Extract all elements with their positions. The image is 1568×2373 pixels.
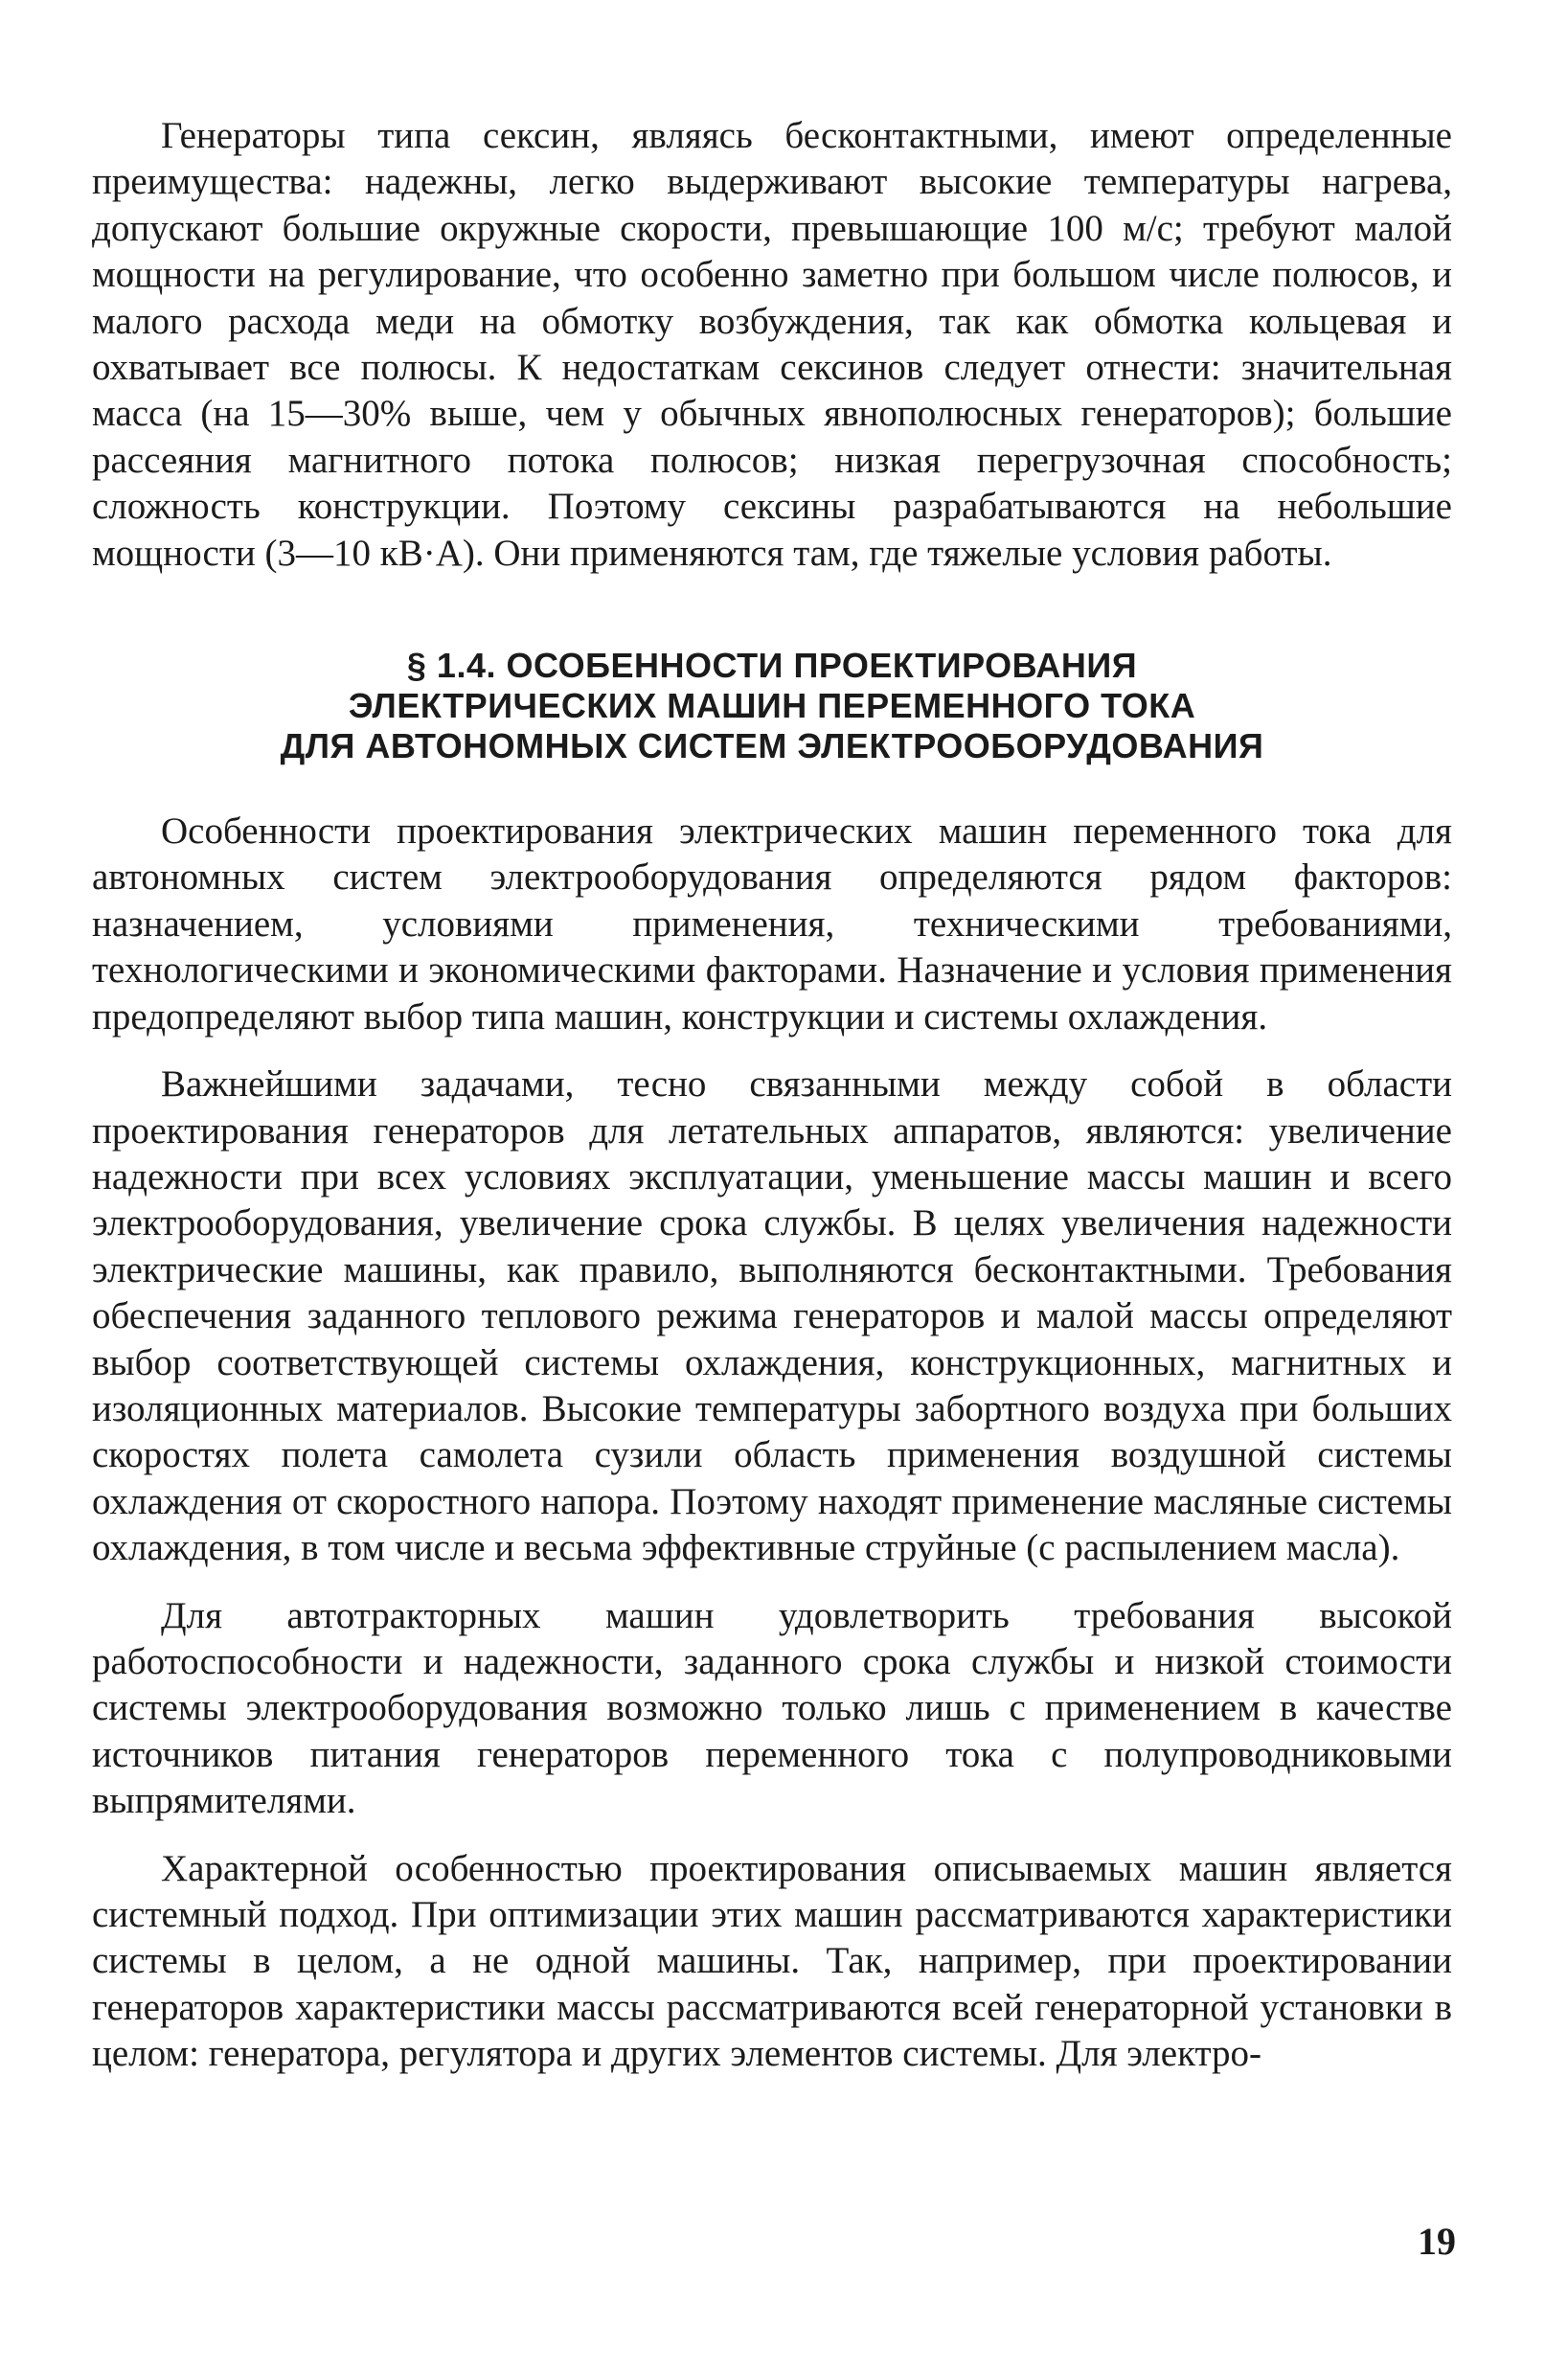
section-heading-line-2: ЭЛЕКТРИЧЕСКИХ МАШИН ПЕРЕМЕННОГО ТОКА [348, 686, 1196, 726]
page-body [92, 113, 1452, 2078]
section-heading-line-1: § 1.4. ОСОБЕННОСТИ ПРОЕКТИРОВАНИЯ [406, 646, 1138, 686]
section-heading [92, 646, 1452, 766]
paragraph-automotive-machines: Для автотракторных машин удовлетворить требования высокой работоспособности и надежности, заданного срока службы и низкой стоимости системы электрооборудования возможно только лишь с применением в качестве источников питания генераторов переменного тока с полупроводниковыми выпрямителями. [92, 1594, 1452, 1822]
section-heading-line-3: ДЛЯ АВТОНОМНЫХ СИСТЕМ ЭЛЕКТРООБОРУДОВАНИЯ [280, 726, 1264, 766]
paragraph-system-approach: Характерной особенностью проектирования описываемых машин является системный подход. При оптимизации этих машин рассматриваются характеристики системы в целом, а не одной машины. Так, например, при проектировании генераторов характеристики массы рассматриваются всей генераторной установки в целом: генератора, регулятора и других элементов системы. Для электро- [92, 1847, 1452, 2075]
paragraph-design-features: Особенности проектирования электрических машин переменного тока для автономных систем электрооборудования определяются рядом факторов: назначением, условиями применения, техническими требованиями, технологическими и экономическими факторами. Назначение и условия применения предопределяют выбор типа машин, конструкции и системы охлаждения. [92, 810, 1452, 1038]
page-number: 19 [1418, 2220, 1456, 2263]
paragraph-aircraft-tasks: Важнейшими задачами, тесно связанными между собой в области проектирования генераторов для летательных аппаратов, являются: увеличение надежности при всех условиях эксплуатации, уменьшение массы машин и всего электрооборудования, увеличение срока службы. В целях увеличения надежности электрические машины, как правило, выполняются бесконтактными. Требования обеспечения заданного теплового режима генераторов и малой массы определяют выбор соответствующей системы охлаждения, конструкционных, магнитных и изоляционных материалов. Высокие температуры забортного воздуха при больших скоростях полета самолета сузили область применения воздушной системы охлаждения от скоростного напора. Поэтому находят применение масляные системы охлаждения, в том числе и весьма эффективные струйные (с распылением масла). [92, 1063, 1452, 1569]
paragraph-sexin-generators: Генераторы типа сексин, являясь бесконтактными, имеют определенные преимущества: надежны, легко выдерживают высокие температуры нагрева, допускают большие окружные скорости, превышающие 100 м/с; требуют малой мощности на регулирование, что особенно заметно при большом числе полюсов, и малого расхода меди на обмотку возбуждения, так как обмотка кольцевая и охватывает все полюсы. К недостаткам сексинов следует отнести: значительная масса (на 15—30% выше, чем у обычных явнополюсных генераторов); большие рассеяния магнитного потока полюсов; низкая перегрузочная способность; сложность конструкции. Поэтому сексины разрабатываются на небольшие мощности (3—10 кВ·А). Они применяются там, где тяжелые условия работы. [92, 115, 1452, 574]
